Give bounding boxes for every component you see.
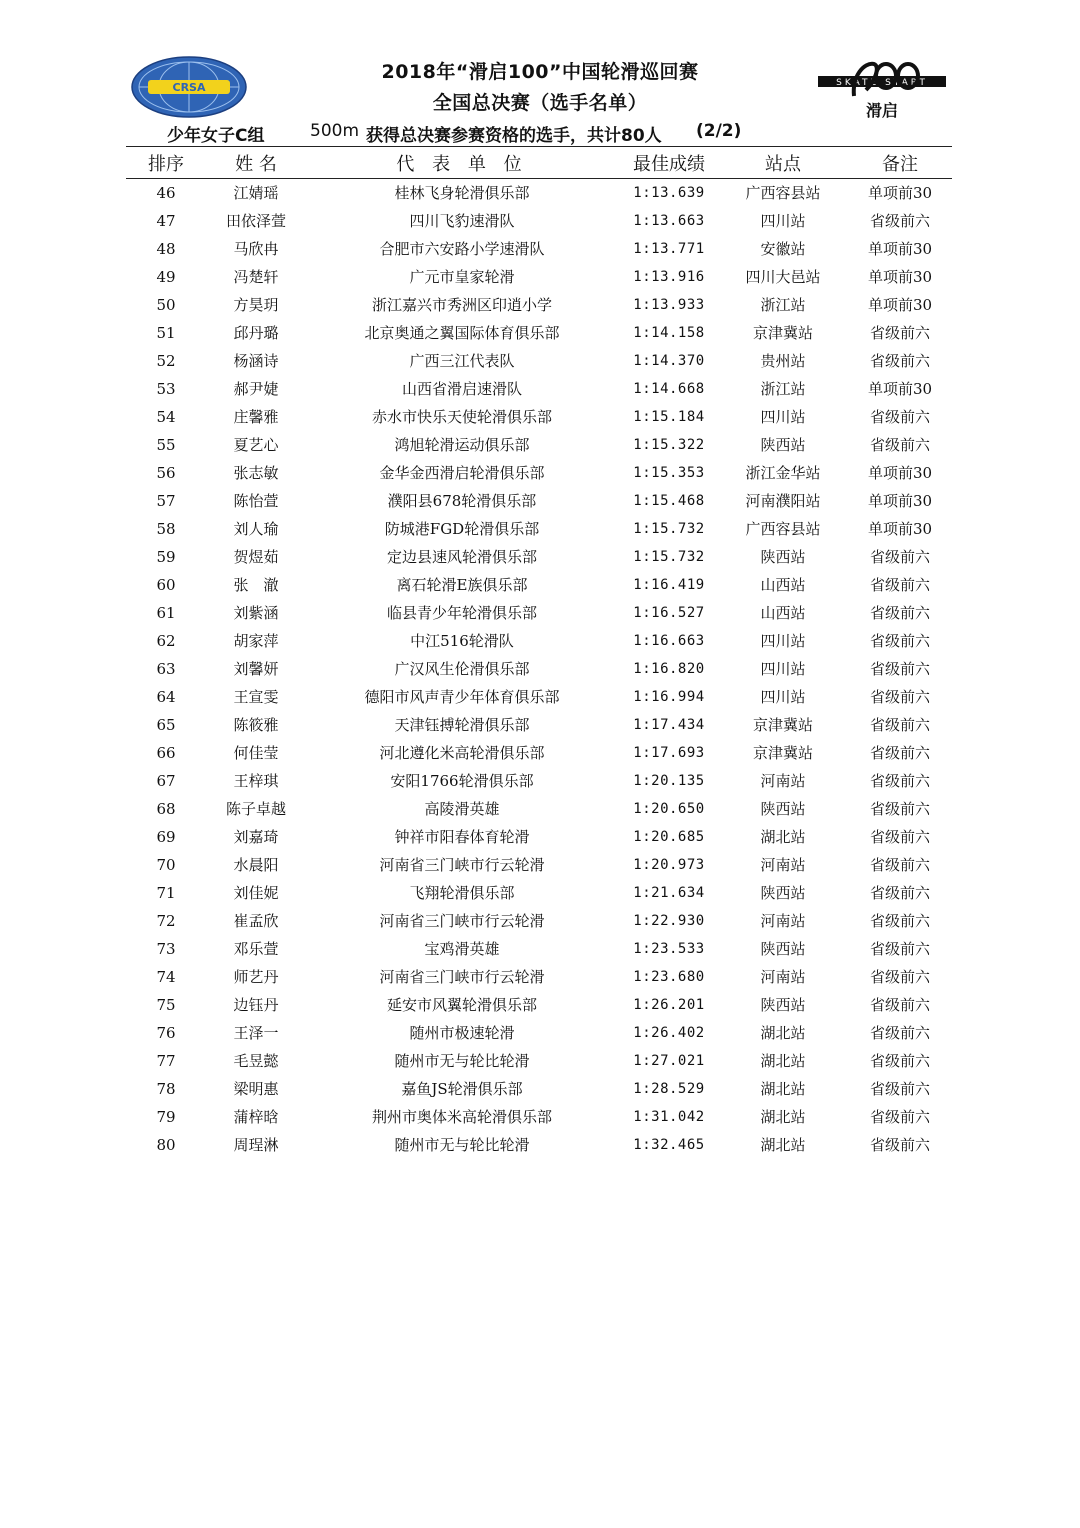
site-cell: 四川站 bbox=[760, 660, 806, 678]
note-cell: 单项前30 bbox=[867, 184, 933, 202]
club-cell: 随州市无与轮比轮滑 bbox=[394, 1136, 530, 1154]
name-cell: 张 澈 bbox=[233, 576, 279, 594]
club-cell: 飞翔轮滑俱乐部 bbox=[409, 884, 515, 902]
rank-cell: 70 bbox=[156, 856, 176, 874]
table-row bbox=[126, 490, 952, 518]
table-row bbox=[126, 462, 952, 490]
note-cell: 省级前六 bbox=[869, 576, 930, 594]
logo-left-text: CRSA bbox=[172, 81, 206, 94]
table-row bbox=[126, 378, 952, 406]
note-cell: 单项前30 bbox=[867, 520, 933, 538]
site-cell: 广西容县站 bbox=[745, 520, 821, 538]
site-cell: 湖北站 bbox=[760, 828, 806, 846]
table-row bbox=[126, 238, 952, 266]
table-row bbox=[126, 910, 952, 938]
site-cell: 浙江站 bbox=[760, 380, 806, 398]
best-time-cell: 1:15.732 bbox=[633, 549, 705, 565]
site-cell: 湖北站 bbox=[760, 1136, 806, 1154]
rank-cell: 78 bbox=[156, 1080, 176, 1098]
note-cell: 省级前六 bbox=[869, 912, 930, 930]
name-cell: 杨涵诗 bbox=[233, 352, 279, 370]
logo-right-cn-text: 滑启 bbox=[865, 101, 899, 120]
column-header-rank: 排序 bbox=[148, 154, 184, 175]
club-cell: 鸿旭轮滑运动俱乐部 bbox=[394, 436, 530, 454]
rank-cell: 48 bbox=[156, 240, 176, 258]
rank-cell: 77 bbox=[156, 1052, 176, 1070]
name-cell: 水晨阳 bbox=[233, 856, 279, 874]
best-time-cell: 1:20.685 bbox=[633, 829, 705, 845]
note-cell: 省级前六 bbox=[869, 716, 930, 734]
rank-cell: 66 bbox=[156, 744, 176, 762]
note-cell: 省级前六 bbox=[869, 1052, 930, 1070]
note-cell: 省级前六 bbox=[869, 632, 930, 650]
note-cell: 省级前六 bbox=[869, 324, 930, 342]
name-cell: 王泽一 bbox=[233, 1024, 279, 1042]
site-cell: 京津冀站 bbox=[752, 716, 813, 734]
name-cell: 方昊玥 bbox=[233, 296, 279, 314]
best-time-cell: 1:16.663 bbox=[633, 633, 705, 649]
club-cell: 随州市无与轮比轮滑 bbox=[394, 1052, 530, 1070]
note-cell: 单项前30 bbox=[867, 464, 933, 482]
column-header-note: 备注 bbox=[882, 154, 918, 175]
table-row bbox=[126, 854, 952, 882]
column-header-best-time: 最佳成绩 bbox=[633, 154, 705, 175]
table-row bbox=[126, 294, 952, 322]
note-cell: 省级前六 bbox=[869, 996, 930, 1014]
club-cell: 合肥市六安路小学速滑队 bbox=[379, 240, 545, 258]
note-cell: 单项前30 bbox=[867, 296, 933, 314]
qualification-summary: 获得总决赛参赛资格的选手，共计80人 bbox=[366, 126, 662, 146]
rank-cell: 49 bbox=[156, 268, 176, 286]
rank-cell: 72 bbox=[156, 912, 176, 930]
name-cell: 陈怡萱 bbox=[233, 492, 279, 510]
table-row bbox=[126, 434, 952, 462]
rank-cell: 51 bbox=[156, 324, 176, 342]
club-cell: 离石轮滑E族俱乐部 bbox=[396, 576, 528, 594]
table-row bbox=[126, 994, 952, 1022]
site-cell: 湖北站 bbox=[760, 1024, 806, 1042]
table-header-rule bbox=[126, 178, 952, 179]
column-header-club: 代 表 单 位 bbox=[396, 154, 528, 175]
logo-right-band-text: SKATE START bbox=[836, 78, 928, 88]
best-time-cell: 1:23.680 bbox=[633, 969, 705, 985]
club-cell: 荆州市奥体米高轮滑俱乐部 bbox=[371, 1108, 552, 1126]
club-cell: 河北遵化米高轮滑俱乐部 bbox=[379, 744, 545, 762]
best-time-cell: 1:15.184 bbox=[633, 409, 705, 425]
name-cell: 冯楚轩 bbox=[233, 268, 279, 286]
table-row bbox=[126, 1134, 952, 1162]
table-row bbox=[126, 1106, 952, 1134]
best-time-cell: 1:15.732 bbox=[633, 521, 705, 537]
rank-cell: 58 bbox=[156, 520, 176, 538]
rank-cell: 67 bbox=[156, 772, 176, 790]
best-time-cell: 1:15.353 bbox=[633, 465, 705, 481]
best-time-cell: 1:13.639 bbox=[633, 185, 705, 201]
note-cell: 省级前六 bbox=[869, 772, 930, 790]
name-cell: 崔孟欣 bbox=[233, 912, 279, 930]
club-cell: 临县青少年轮滑俱乐部 bbox=[386, 604, 537, 622]
note-cell: 省级前六 bbox=[869, 884, 930, 902]
rank-cell: 64 bbox=[156, 688, 176, 706]
club-cell: 钟祥市阳春体育轮滑 bbox=[394, 828, 530, 846]
rank-cell: 80 bbox=[156, 1136, 176, 1154]
best-time-cell: 1:17.434 bbox=[633, 717, 705, 733]
name-cell: 马欣冉 bbox=[233, 240, 279, 258]
table-row bbox=[126, 686, 952, 714]
best-time-cell: 1:14.158 bbox=[633, 325, 705, 341]
table-row bbox=[126, 966, 952, 994]
name-cell: 师艺丹 bbox=[233, 968, 279, 986]
site-cell: 河南濮阳站 bbox=[745, 492, 821, 510]
site-cell: 湖北站 bbox=[760, 1052, 806, 1070]
note-cell: 省级前六 bbox=[869, 212, 930, 230]
site-cell: 陕西站 bbox=[760, 548, 806, 566]
table-header bbox=[126, 150, 952, 176]
note-cell: 单项前30 bbox=[867, 492, 933, 510]
club-cell: 赤水市快乐天使轮滑俱乐部 bbox=[371, 408, 552, 426]
table-row bbox=[126, 882, 952, 910]
rank-cell: 47 bbox=[156, 212, 176, 230]
club-cell: 延安市风翼轮滑俱乐部 bbox=[386, 996, 537, 1014]
name-cell: 王梓琪 bbox=[233, 772, 279, 790]
rank-cell: 71 bbox=[156, 884, 176, 902]
site-cell: 山西站 bbox=[760, 604, 806, 622]
note-cell: 省级前六 bbox=[869, 436, 930, 454]
note-cell: 省级前六 bbox=[869, 940, 930, 958]
rank-cell: 62 bbox=[156, 632, 176, 650]
rank-cell: 75 bbox=[156, 996, 176, 1014]
club-cell: 安阳1766轮滑俱乐部 bbox=[390, 772, 534, 790]
club-cell: 高陵滑英雄 bbox=[424, 800, 500, 818]
club-cell: 河南省三门峡市行云轮滑 bbox=[379, 968, 545, 986]
site-cell: 湖北站 bbox=[760, 1108, 806, 1126]
name-cell: 何佳莹 bbox=[233, 744, 279, 762]
name-cell: 刘紫涵 bbox=[233, 604, 279, 622]
rank-cell: 74 bbox=[156, 968, 176, 986]
table-row bbox=[126, 798, 952, 826]
note-cell: 省级前六 bbox=[869, 1136, 930, 1154]
rank-cell: 56 bbox=[156, 464, 176, 482]
site-cell: 河南站 bbox=[760, 772, 806, 790]
table-row bbox=[126, 350, 952, 378]
rank-cell: 59 bbox=[156, 548, 176, 566]
name-cell: 江婧瑶 bbox=[233, 184, 279, 202]
name-cell: 刘嘉琦 bbox=[233, 828, 279, 846]
best-time-cell: 1:16.527 bbox=[633, 605, 705, 621]
best-time-cell: 1:15.322 bbox=[633, 437, 705, 453]
name-cell: 田依泽萱 bbox=[225, 212, 286, 230]
best-time-cell: 1:31.042 bbox=[633, 1109, 705, 1125]
best-time-cell: 1:16.820 bbox=[633, 661, 705, 677]
name-cell: 郝尹婕 bbox=[233, 380, 279, 398]
club-cell: 桂林飞身轮滑俱乐部 bbox=[394, 184, 530, 202]
best-time-cell: 1:26.402 bbox=[633, 1025, 705, 1041]
name-cell: 胡家萍 bbox=[233, 632, 279, 650]
group-info-line bbox=[0, 121, 1080, 146]
rank-cell: 61 bbox=[156, 604, 176, 622]
club-cell: 北京奥通之翼国际体育俱乐部 bbox=[364, 324, 560, 342]
note-cell: 省级前六 bbox=[869, 660, 930, 678]
rank-cell: 46 bbox=[156, 184, 176, 202]
note-cell: 省级前六 bbox=[869, 548, 930, 566]
club-cell: 四川飞豹速滑队 bbox=[409, 212, 515, 230]
results-table-body bbox=[126, 182, 952, 1162]
name-cell: 周珵淋 bbox=[233, 1136, 279, 1154]
best-time-cell: 1:13.663 bbox=[633, 213, 705, 229]
site-cell: 陕西站 bbox=[760, 436, 806, 454]
club-cell: 德阳市风声青少年体育俱乐部 bbox=[364, 688, 560, 706]
club-cell: 河南省三门峡市行云轮滑 bbox=[379, 856, 545, 874]
name-cell: 王宣雯 bbox=[233, 688, 279, 706]
club-cell: 浙江嘉兴市秀洲区印逍小学 bbox=[371, 296, 552, 314]
table-row bbox=[126, 658, 952, 686]
site-cell: 四川站 bbox=[760, 212, 806, 230]
rank-cell: 76 bbox=[156, 1024, 176, 1042]
column-header-name: 姓 名 bbox=[235, 154, 277, 175]
site-cell: 广西容县站 bbox=[745, 184, 821, 202]
name-cell: 毛昱懿 bbox=[233, 1052, 279, 1070]
note-cell: 省级前六 bbox=[869, 856, 930, 874]
rank-cell: 73 bbox=[156, 940, 176, 958]
site-cell: 河南站 bbox=[760, 856, 806, 874]
rank-cell: 55 bbox=[156, 436, 176, 454]
rank-cell: 52 bbox=[156, 352, 176, 370]
site-cell: 四川站 bbox=[760, 408, 806, 426]
site-cell: 四川站 bbox=[760, 632, 806, 650]
site-cell: 陕西站 bbox=[760, 996, 806, 1014]
table-row bbox=[126, 1022, 952, 1050]
table-row bbox=[126, 1050, 952, 1078]
brand-logo bbox=[818, 56, 950, 122]
name-cell: 蒲梓晗 bbox=[233, 1108, 279, 1126]
note-cell: 省级前六 bbox=[869, 968, 930, 986]
table-row bbox=[126, 518, 952, 546]
table-row bbox=[126, 714, 952, 742]
name-cell: 庄馨雅 bbox=[233, 408, 279, 426]
table-row bbox=[126, 322, 952, 350]
best-time-cell: 1:16.419 bbox=[633, 577, 705, 593]
club-cell: 山西省滑启速滑队 bbox=[401, 380, 522, 398]
table-row bbox=[126, 182, 952, 210]
note-cell: 单项前30 bbox=[867, 240, 933, 258]
best-time-cell: 1:15.468 bbox=[633, 493, 705, 509]
club-cell: 广汉风生伦滑俱乐部 bbox=[394, 660, 530, 678]
best-time-cell: 1:13.916 bbox=[633, 269, 705, 285]
name-cell: 刘馨妍 bbox=[233, 660, 279, 678]
note-cell: 省级前六 bbox=[869, 408, 930, 426]
site-cell: 河南站 bbox=[760, 912, 806, 930]
best-time-cell: 1:27.021 bbox=[633, 1053, 705, 1069]
name-cell: 夏艺心 bbox=[233, 436, 279, 454]
best-time-cell: 1:21.634 bbox=[633, 885, 705, 901]
rank-cell: 65 bbox=[156, 716, 176, 734]
table-row bbox=[126, 602, 952, 630]
site-cell: 四川站 bbox=[760, 688, 806, 706]
table-row bbox=[126, 630, 952, 658]
note-cell: 省级前六 bbox=[869, 604, 930, 622]
note-cell: 省级前六 bbox=[869, 800, 930, 818]
table-row bbox=[126, 406, 952, 434]
site-cell: 京津冀站 bbox=[752, 324, 813, 342]
best-time-cell: 1:22.930 bbox=[633, 913, 705, 929]
table-row bbox=[126, 826, 952, 854]
club-cell: 随州市极速轮滑 bbox=[409, 1024, 515, 1042]
club-cell: 河南省三门峡市行云轮滑 bbox=[379, 912, 545, 930]
rank-cell: 79 bbox=[156, 1108, 176, 1126]
note-cell: 单项前30 bbox=[867, 268, 933, 286]
club-cell: 金华金西滑启轮滑俱乐部 bbox=[379, 464, 545, 482]
best-time-cell: 1:26.201 bbox=[633, 997, 705, 1013]
site-cell: 安徽站 bbox=[760, 240, 806, 258]
table-row bbox=[126, 742, 952, 770]
site-cell: 浙江站 bbox=[760, 296, 806, 314]
best-time-cell: 1:20.135 bbox=[633, 773, 705, 789]
best-time-cell: 1:13.933 bbox=[633, 297, 705, 313]
document-subtitle: 全国总决赛（选手名单） bbox=[432, 92, 648, 114]
note-cell: 省级前六 bbox=[869, 744, 930, 762]
note-cell: 省级前六 bbox=[869, 352, 930, 370]
table-row bbox=[126, 546, 952, 574]
best-time-cell: 1:20.973 bbox=[633, 857, 705, 873]
association-logo bbox=[130, 56, 248, 118]
club-cell: 定边县速风轮滑俱乐部 bbox=[386, 548, 537, 566]
best-time-cell: 1:14.370 bbox=[633, 353, 705, 369]
club-cell: 濮阳县678轮滑俱乐部 bbox=[387, 492, 537, 510]
site-cell: 湖北站 bbox=[760, 1080, 806, 1098]
best-time-cell: 1:14.668 bbox=[633, 381, 705, 397]
table-row bbox=[126, 266, 952, 294]
club-cell: 防城港FGD轮滑俱乐部 bbox=[384, 520, 540, 538]
rank-cell: 68 bbox=[156, 800, 176, 818]
best-time-cell: 1:13.771 bbox=[633, 241, 705, 257]
column-header-site: 站点 bbox=[765, 154, 801, 175]
name-cell: 贺煜茹 bbox=[233, 548, 279, 566]
club-cell: 嘉鱼JS轮滑俱乐部 bbox=[401, 1080, 523, 1098]
site-cell: 陕西站 bbox=[760, 884, 806, 902]
site-cell: 河南站 bbox=[760, 968, 806, 986]
page-indicator: (2/2) bbox=[696, 121, 742, 141]
rank-cell: 60 bbox=[156, 576, 176, 594]
rank-cell: 50 bbox=[156, 296, 176, 314]
rank-cell: 63 bbox=[156, 660, 176, 678]
site-cell: 陕西站 bbox=[760, 800, 806, 818]
distance-label: 500m bbox=[310, 121, 360, 141]
club-cell: 广元市皇家轮滑 bbox=[409, 268, 515, 286]
note-cell: 省级前六 bbox=[869, 1108, 930, 1126]
table-row bbox=[126, 210, 952, 238]
name-cell: 邱丹璐 bbox=[233, 324, 279, 342]
club-cell: 宝鸡滑英雄 bbox=[424, 940, 500, 958]
best-time-cell: 1:20.650 bbox=[633, 801, 705, 817]
name-cell: 张志敏 bbox=[233, 464, 279, 482]
table-top-rule bbox=[126, 146, 952, 147]
name-cell: 邓乐萱 bbox=[233, 940, 279, 958]
site-cell: 贵州站 bbox=[760, 352, 806, 370]
table-row bbox=[126, 770, 952, 798]
best-time-cell: 1:28.529 bbox=[633, 1081, 705, 1097]
name-cell: 刘佳妮 bbox=[233, 884, 279, 902]
name-cell: 陈子卓越 bbox=[225, 800, 286, 818]
rank-cell: 69 bbox=[156, 828, 176, 846]
best-time-cell: 1:17.693 bbox=[633, 745, 705, 761]
document-title: 2018年“滑启100”中国轮滑巡回赛 bbox=[381, 61, 699, 83]
table-row bbox=[126, 938, 952, 966]
name-cell: 边钰丹 bbox=[233, 996, 279, 1014]
name-cell: 刘人瑜 bbox=[233, 520, 279, 538]
rank-cell: 54 bbox=[156, 408, 176, 426]
table-row bbox=[126, 1078, 952, 1106]
club-cell: 广西三江代表队 bbox=[409, 352, 515, 370]
note-cell: 省级前六 bbox=[869, 1080, 930, 1098]
name-cell: 梁明惠 bbox=[233, 1080, 279, 1098]
best-time-cell: 1:23.533 bbox=[633, 941, 705, 957]
table-row bbox=[126, 574, 952, 602]
note-cell: 单项前30 bbox=[867, 380, 933, 398]
note-cell: 省级前六 bbox=[869, 1024, 930, 1042]
club-cell: 中江516轮滑队 bbox=[410, 632, 514, 650]
note-cell: 省级前六 bbox=[869, 688, 930, 706]
rank-cell: 57 bbox=[156, 492, 176, 510]
best-time-cell: 1:32.465 bbox=[633, 1137, 705, 1153]
site-cell: 京津冀站 bbox=[752, 744, 813, 762]
site-cell: 山西站 bbox=[760, 576, 806, 594]
rank-cell: 53 bbox=[156, 380, 176, 398]
name-cell: 陈筱雅 bbox=[233, 716, 279, 734]
best-time-cell: 1:16.994 bbox=[633, 689, 705, 705]
site-cell: 浙江金华站 bbox=[745, 464, 821, 482]
site-cell: 陕西站 bbox=[760, 940, 806, 958]
club-cell: 天津钰搏轮滑俱乐部 bbox=[394, 716, 530, 734]
group-label: 少年女子C组 bbox=[167, 126, 265, 146]
note-cell: 省级前六 bbox=[869, 828, 930, 846]
site-cell: 四川大邑站 bbox=[745, 268, 821, 286]
